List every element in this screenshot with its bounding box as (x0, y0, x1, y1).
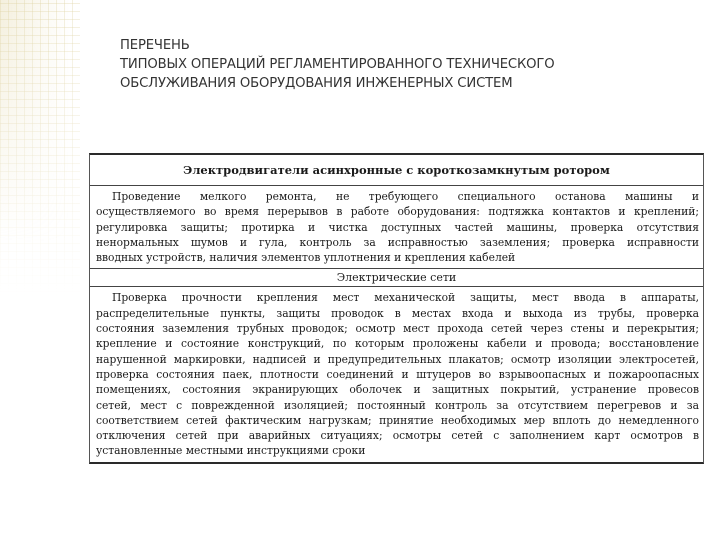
heading-line-1: ПЕРЕЧЕНЬ (120, 38, 190, 53)
text-line: распределительные пункты, защиты проводок в местах входа и выхода из трубы, проверка (96, 306, 699, 320)
section-body-motors (90, 186, 703, 269)
text-line: проверка состояния паек, плотности соединений и штуцеров во взрывоопасных и пожароопасных (96, 367, 699, 381)
corner-decoration-grid (0, 0, 80, 540)
section-title-networks: Электрические сети (90, 269, 703, 287)
section-body-networks (90, 287, 703, 461)
text-line: Проверка прочности крепления мест механической защиты, мест ввода в аппараты, (112, 291, 699, 305)
text-line: крепление и состояние конструкций, по которым проложены кабели и провода; восстановление (96, 337, 699, 351)
heading-line-3: ОБСЛУЖИВАНИЯ ОБОРУДОВАНИЯ ИНЖЕНЕРНЫХ СИСТЕМ (120, 76, 513, 91)
text-line: вводных устройств, наличия элементов уплотнения и крепления кабелей (96, 251, 516, 265)
text-line: соответствием сетей фактическим нагрузкам; принятие необходимых мер вплоть до немедленного (96, 413, 699, 427)
heading-line-2: ТИПОВЫХ ОПЕРАЦИЙ РЕГЛАМЕНТИРОВАННОГО ТЕХНИЧЕСКОГО (120, 57, 555, 72)
text-line: состояния заземления трубных проводок; осмотр мест прохода сетей через стены и перекрытия; (96, 322, 699, 336)
text-line: сетей, мест с поврежденной изоляцией; постоянный контроль за отсутствием перегревов и за (96, 398, 699, 412)
text-line: Проведение мелкого ремонта, не требующего специального останова машины и (112, 190, 699, 203)
text-line: помещениях, состояния экранирующих оболочек и защитных покрытий, устранение провесов (96, 383, 699, 397)
text-line: установленные местными инструкциями сроки (96, 444, 366, 458)
text-line: нарушенной маркировки, надписей и предупредительных плакатов; осмотр изоляции электросетей, (96, 352, 699, 366)
page-heading (120, 36, 700, 93)
text-line: регулировка защиты; протирка и чистка доступных частей машины, проверка отсутствия (96, 220, 699, 234)
section-title-motors: Электродвигатели асинхронные с короткозамкнутым ротором (90, 155, 703, 186)
text-line: ненормальных шумов и гула, контроль за исправностью заземления; проверка исправности (96, 235, 699, 249)
text-line: осуществляемого во время перерывов в работе оборудования: подтяжка контактов и креплений; (96, 205, 699, 219)
operations-table (89, 153, 704, 464)
text-line: отключения сетей при аварийных ситуациях; осмотры сетей с заполнением карт осмотров в (96, 429, 699, 443)
